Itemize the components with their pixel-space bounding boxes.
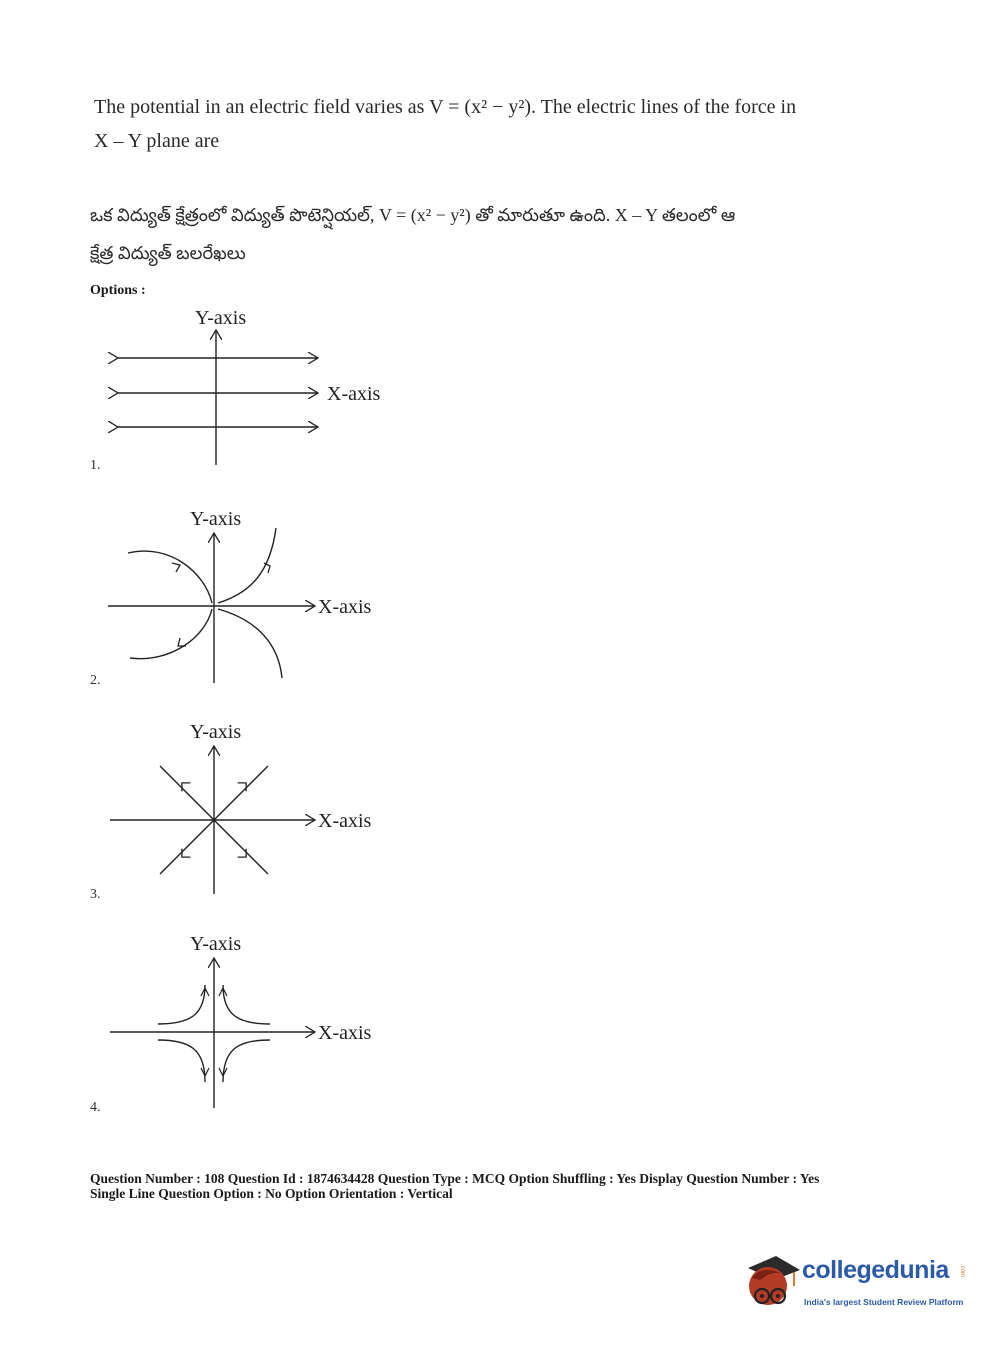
option-1-x-label: X-axis — [327, 383, 381, 405]
mascot-graduation-cap-icon — [742, 1250, 800, 1312]
option-2-curve — [218, 609, 282, 678]
option-4-x-label: X-axis — [318, 1022, 372, 1044]
option-3-y-label: Y-axis — [190, 721, 242, 743]
option-2-figure[interactable] — [100, 503, 400, 688]
question-telugu-plane: X – Y — [614, 205, 658, 225]
option-4-figure[interactable] — [100, 930, 400, 1110]
option-2-arrowhead — [264, 563, 270, 573]
option-2-x-label: X-axis — [318, 596, 372, 618]
option-3-number: 3. — [90, 887, 101, 902]
option-2-curve — [128, 551, 212, 603]
options-label: Options : — [90, 283, 146, 298]
option-4-hyperbola — [158, 1040, 205, 1082]
option-1-y-label: Y-axis — [195, 307, 247, 329]
option-2-number: 2. — [90, 673, 101, 688]
question-telugu-formula: V = (x² − y²) — [378, 205, 471, 225]
option-4-hyperbola — [223, 985, 270, 1024]
question-telugu-suffix2: తలంలో ఆ — [661, 205, 736, 225]
question-telugu — [90, 196, 890, 272]
logo-tagline: India's largest Student Review Platform — [804, 1297, 964, 1307]
option-2-curve — [130, 609, 212, 659]
logo-suffix: .com — [959, 1264, 965, 1278]
option-2-curve — [218, 528, 276, 603]
question-english-line2: X – Y plane are — [94, 130, 220, 152]
question-telugu-prefix: ఒక విద్యుత్ క్షేత్రంలో విద్యుత్ పొటెన్షియల్, — [90, 205, 375, 225]
option-1-figure[interactable] — [100, 300, 400, 470]
option-2-arrowhead — [172, 563, 180, 572]
logo-name: collegedunia — [802, 1256, 949, 1284]
option-4-hyperbola — [158, 985, 205, 1024]
question-english-suffix: . The electric lines of the force in — [531, 96, 797, 118]
collegedunia-logo[interactable] — [742, 1250, 972, 1320]
question-meta-line2: Single Line Question Option : No Option Orientation : Vertical — [90, 1186, 453, 1201]
question-english-prefix: The potential in an electric field varies as — [94, 96, 425, 118]
option-1-number: 1. — [90, 458, 101, 473]
question-telugu-suffix: తో మారుతూ ఉంది. — [475, 205, 611, 225]
option-4-number: 4. — [90, 1100, 101, 1115]
question-meta-line1: Question Number : 108 Question Id : 1874634428 Question Type : MCQ Option Shuffling : Yes Display Question Number : Yes — [90, 1171, 820, 1186]
question-meta — [90, 1171, 950, 1201]
option-3-x-label: X-axis — [318, 810, 372, 832]
option-4-y-label: Y-axis — [190, 933, 242, 955]
option-3-figure[interactable] — [100, 718, 400, 898]
option-2-y-label: Y-axis — [190, 508, 242, 530]
question-telugu-line2: క్షేత్ర విద్యుత్ బలరేఖలు — [90, 243, 246, 263]
question-english-formula: V = (x² − y²) — [429, 96, 532, 118]
question-english — [94, 90, 894, 158]
option-4-hyperbola — [223, 1040, 270, 1082]
